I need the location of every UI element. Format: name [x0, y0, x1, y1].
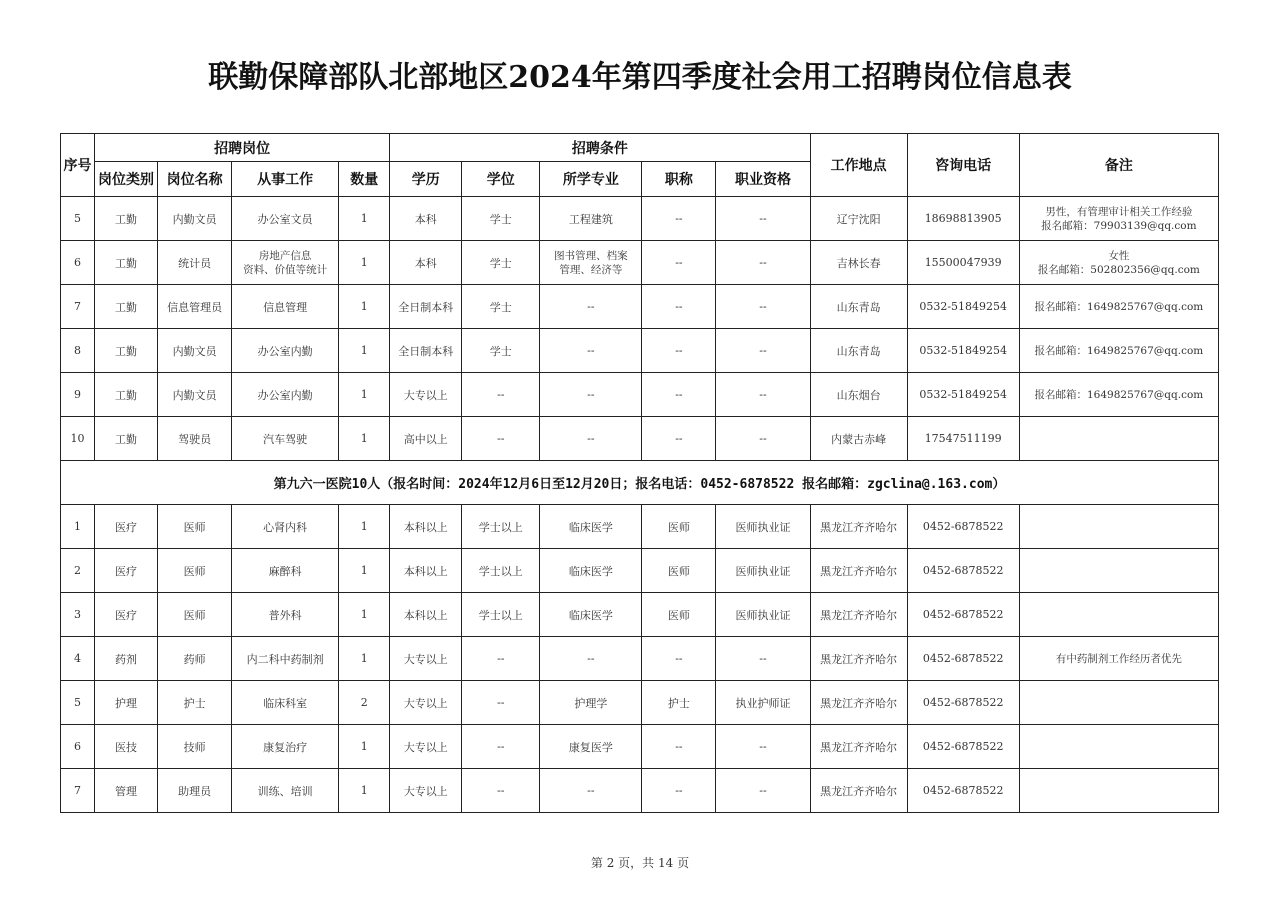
cell-seq: 9 — [61, 373, 95, 417]
cell-qual: -- — [716, 197, 810, 241]
header-degree: 学位 — [462, 162, 540, 197]
cell-degree: -- — [462, 637, 540, 681]
cell-category: 工勤 — [95, 285, 158, 329]
cell-work: 心肾内科 — [232, 505, 339, 549]
cell-note — [1019, 769, 1218, 813]
cell-degree: -- — [462, 373, 540, 417]
cell-post: 内勤文员 — [158, 329, 232, 373]
cell-major: 康复医学 — [540, 725, 642, 769]
cell-count: 1 — [339, 329, 390, 373]
cell-rank: -- — [642, 285, 716, 329]
cell-post: 助理员 — [158, 769, 232, 813]
cell-rank: -- — [642, 725, 716, 769]
cell-rank: -- — [642, 637, 716, 681]
cell-major: 临床医学 — [540, 549, 642, 593]
header-remark: 备注 — [1019, 134, 1218, 197]
cell-degree: -- — [462, 417, 540, 461]
cell-rank: 医师 — [642, 593, 716, 637]
cell-qual: 医师执业证 — [716, 505, 810, 549]
cell-note — [1019, 593, 1218, 637]
cell-phone: 0532-51849254 — [907, 373, 1019, 417]
cell-note — [1019, 681, 1218, 725]
header-group-conditions: 招聘条件 — [390, 134, 810, 162]
recruitment-table — [60, 133, 1219, 813]
cell-rank: 医师 — [642, 505, 716, 549]
cell-loc: 黑龙江齐齐哈尔 — [810, 505, 907, 549]
table-row — [61, 329, 1219, 373]
header-qualification: 职业资格 — [716, 162, 810, 197]
cell-work: 办公室文员 — [232, 197, 339, 241]
cell-edu: 本科 — [390, 241, 462, 285]
cell-edu: 大专以上 — [390, 373, 462, 417]
cell-seq: 10 — [61, 417, 95, 461]
cell-loc: 黑龙江齐齐哈尔 — [810, 681, 907, 725]
cell-qual: -- — [716, 417, 810, 461]
cell-phone: 0452-6878522 — [907, 549, 1019, 593]
cell-degree: 学士 — [462, 241, 540, 285]
cell-post: 驾驶员 — [158, 417, 232, 461]
cell-edu: 大专以上 — [390, 725, 462, 769]
cell-qual: 医师执业证 — [716, 593, 810, 637]
cell-category: 工勤 — [95, 329, 158, 373]
cell-loc: 山东烟台 — [810, 373, 907, 417]
cell-phone: 0452-6878522 — [907, 505, 1019, 549]
cell-loc: 山东青岛 — [810, 285, 907, 329]
cell-loc: 黑龙江齐齐哈尔 — [810, 549, 907, 593]
page-footer: 第 2 页，共 14 页 — [590, 856, 690, 870]
cell-qual: 医师执业证 — [716, 549, 810, 593]
cell-note: 报名邮箱：1649825767@qq.com — [1019, 373, 1218, 417]
cell-category: 工勤 — [95, 241, 158, 285]
cell-phone: 0452-6878522 — [907, 637, 1019, 681]
cell-post: 护士 — [158, 681, 232, 725]
cell-count: 1 — [339, 769, 390, 813]
header-work: 从事工作 — [232, 162, 339, 197]
cell-qual: -- — [716, 637, 810, 681]
cell-phone: 0532-51849254 — [907, 285, 1019, 329]
cell-count: 1 — [339, 373, 390, 417]
cell-loc: 辽宁沈阳 — [810, 197, 907, 241]
cell-rank: -- — [642, 197, 716, 241]
cell-rank: 护士 — [642, 681, 716, 725]
cell-post: 医师 — [158, 549, 232, 593]
cell-post: 信息管理员 — [158, 285, 232, 329]
cell-work: 内二科中药制剂 — [232, 637, 339, 681]
cell-qual: -- — [716, 373, 810, 417]
section-header-hospital: 第九六一医院10人（报名时间：2024年12月6日至12月20日；报名电话：0452-6878522 报名邮箱：zgclina@.163.com） — [61, 461, 1219, 505]
cell-degree: 学士 — [462, 329, 540, 373]
cell-note: 报名邮箱：1649825767@qq.com — [1019, 285, 1218, 329]
cell-rank: -- — [642, 769, 716, 813]
table-row — [61, 769, 1219, 813]
cell-phone: 0452-6878522 — [907, 725, 1019, 769]
cell-category: 管理 — [95, 769, 158, 813]
cell-degree: 学士以上 — [462, 505, 540, 549]
cell-rank: -- — [642, 417, 716, 461]
cell-note: 女性 报名邮箱：502802356@qq.com — [1019, 241, 1218, 285]
cell-major: 图书管理、档案 管理、经济等 — [540, 241, 642, 285]
cell-edu: 大专以上 — [390, 637, 462, 681]
header-category: 岗位类别 — [95, 162, 158, 197]
table-body-section-a — [61, 197, 1219, 461]
cell-count: 2 — [339, 681, 390, 725]
cell-work: 房地产信息 资料、价值等统计 — [232, 241, 339, 285]
cell-post: 药师 — [158, 637, 232, 681]
cell-qual: -- — [716, 241, 810, 285]
cell-degree: -- — [462, 725, 540, 769]
cell-seq: 6 — [61, 725, 95, 769]
page-title: 联勤保障部队北部地区2024年第四季度社会用工招聘岗位信息表 — [208, 60, 1072, 95]
cell-phone: 0532-51849254 — [907, 329, 1019, 373]
cell-edu: 本科以上 — [390, 593, 462, 637]
cell-work: 康复治疗 — [232, 725, 339, 769]
cell-category: 护理 — [95, 681, 158, 725]
cell-note — [1019, 549, 1218, 593]
cell-edu: 全日制本科 — [390, 285, 462, 329]
cell-phone: 0452-6878522 — [907, 769, 1019, 813]
cell-category: 医疗 — [95, 505, 158, 549]
table-row — [61, 285, 1219, 329]
cell-degree: -- — [462, 681, 540, 725]
cell-edu: 全日制本科 — [390, 329, 462, 373]
cell-note: 报名邮箱：1649825767@qq.com — [1019, 329, 1218, 373]
cell-count: 1 — [339, 197, 390, 241]
cell-category: 医技 — [95, 725, 158, 769]
header-title-rank: 职称 — [642, 162, 716, 197]
cell-phone: 15500047939 — [907, 241, 1019, 285]
cell-seq: 7 — [61, 285, 95, 329]
cell-major: 临床医学 — [540, 593, 642, 637]
header-education: 学历 — [390, 162, 462, 197]
cell-work: 普外科 — [232, 593, 339, 637]
cell-count: 1 — [339, 637, 390, 681]
cell-count: 1 — [339, 549, 390, 593]
cell-seq: 3 — [61, 593, 95, 637]
cell-loc: 黑龙江齐齐哈尔 — [810, 725, 907, 769]
cell-rank: -- — [642, 329, 716, 373]
cell-note: 有中药制剂工作经历者优先 — [1019, 637, 1218, 681]
cell-seq: 4 — [61, 637, 95, 681]
cell-major: 护理学 — [540, 681, 642, 725]
cell-loc: 黑龙江齐齐哈尔 — [810, 769, 907, 813]
cell-seq: 2 — [61, 549, 95, 593]
cell-qual: 执业护师证 — [716, 681, 810, 725]
cell-seq: 7 — [61, 769, 95, 813]
header-location: 工作地点 — [810, 134, 907, 197]
header-major: 所学专业 — [540, 162, 642, 197]
cell-qual: -- — [716, 769, 810, 813]
cell-degree: 学士以上 — [462, 549, 540, 593]
cell-seq: 1 — [61, 505, 95, 549]
cell-count: 1 — [339, 505, 390, 549]
cell-seq: 5 — [61, 681, 95, 725]
cell-major: -- — [540, 417, 642, 461]
cell-note — [1019, 725, 1218, 769]
cell-post: 医师 — [158, 593, 232, 637]
cell-major: -- — [540, 373, 642, 417]
cell-edu: 大专以上 — [390, 769, 462, 813]
cell-degree: -- — [462, 769, 540, 813]
cell-edu: 大专以上 — [390, 681, 462, 725]
table-row — [61, 725, 1219, 769]
cell-work: 办公室内勤 — [232, 373, 339, 417]
cell-category: 医疗 — [95, 593, 158, 637]
table-row — [61, 197, 1219, 241]
cell-category: 工勤 — [95, 197, 158, 241]
cell-count: 1 — [339, 285, 390, 329]
cell-rank: 医师 — [642, 549, 716, 593]
cell-category: 药剂 — [95, 637, 158, 681]
table-row — [61, 241, 1219, 285]
cell-phone: 17547511199 — [907, 417, 1019, 461]
cell-note — [1019, 505, 1218, 549]
cell-edu: 本科 — [390, 197, 462, 241]
cell-category: 工勤 — [95, 373, 158, 417]
cell-post: 统计员 — [158, 241, 232, 285]
cell-degree: 学士 — [462, 285, 540, 329]
cell-loc: 内蒙古赤峰 — [810, 417, 907, 461]
header-count: 数量 — [339, 162, 390, 197]
cell-work: 信息管理 — [232, 285, 339, 329]
cell-major: -- — [540, 637, 642, 681]
cell-qual: -- — [716, 329, 810, 373]
header-seq: 序号 — [61, 134, 95, 197]
cell-degree: 学士 — [462, 197, 540, 241]
table-body-section-b — [61, 505, 1219, 813]
cell-count: 1 — [339, 417, 390, 461]
cell-work: 训练、培训 — [232, 769, 339, 813]
cell-loc: 黑龙江齐齐哈尔 — [810, 637, 907, 681]
table-row — [61, 681, 1219, 725]
cell-post: 技师 — [158, 725, 232, 769]
cell-qual: -- — [716, 725, 810, 769]
cell-seq: 5 — [61, 197, 95, 241]
cell-phone: 0452-6878522 — [907, 593, 1019, 637]
cell-seq: 8 — [61, 329, 95, 373]
cell-category: 医疗 — [95, 549, 158, 593]
cell-phone: 0452-6878522 — [907, 681, 1019, 725]
cell-note — [1019, 417, 1218, 461]
header-phone: 咨询电话 — [907, 134, 1019, 197]
cell-count: 1 — [339, 725, 390, 769]
cell-phone: 18698813905 — [907, 197, 1019, 241]
cell-major: -- — [540, 285, 642, 329]
cell-edu: 高中以上 — [390, 417, 462, 461]
cell-category: 工勤 — [95, 417, 158, 461]
cell-note: 男性，有管理审计相关工作经验 报名邮箱：79903139@qq.com — [1019, 197, 1218, 241]
cell-loc: 山东青岛 — [810, 329, 907, 373]
cell-count: 1 — [339, 241, 390, 285]
cell-work: 麻醉科 — [232, 549, 339, 593]
cell-major: 临床医学 — [540, 505, 642, 549]
cell-loc: 吉林长春 — [810, 241, 907, 285]
cell-work: 办公室内勤 — [232, 329, 339, 373]
section-divider — [61, 461, 1219, 505]
cell-work: 临床科室 — [232, 681, 339, 725]
cell-rank: -- — [642, 241, 716, 285]
cell-count: 1 — [339, 593, 390, 637]
table-row — [61, 549, 1219, 593]
cell-post: 内勤文员 — [158, 197, 232, 241]
header-post-name: 岗位名称 — [158, 162, 232, 197]
cell-post: 内勤文员 — [158, 373, 232, 417]
header-group-post: 招聘岗位 — [95, 134, 390, 162]
cell-rank: -- — [642, 373, 716, 417]
cell-major: -- — [540, 769, 642, 813]
cell-seq: 6 — [61, 241, 95, 285]
cell-major: 工程建筑 — [540, 197, 642, 241]
table-row — [61, 637, 1219, 681]
cell-post: 医师 — [158, 505, 232, 549]
cell-qual: -- — [716, 285, 810, 329]
cell-edu: 本科以上 — [390, 549, 462, 593]
table-row — [61, 417, 1219, 461]
table-row — [61, 373, 1219, 417]
cell-degree: 学士以上 — [462, 593, 540, 637]
cell-work: 汽车驾驶 — [232, 417, 339, 461]
table-row — [61, 505, 1219, 549]
cell-major: -- — [540, 329, 642, 373]
table-row — [61, 593, 1219, 637]
cell-edu: 本科以上 — [390, 505, 462, 549]
cell-loc: 黑龙江齐齐哈尔 — [810, 593, 907, 637]
